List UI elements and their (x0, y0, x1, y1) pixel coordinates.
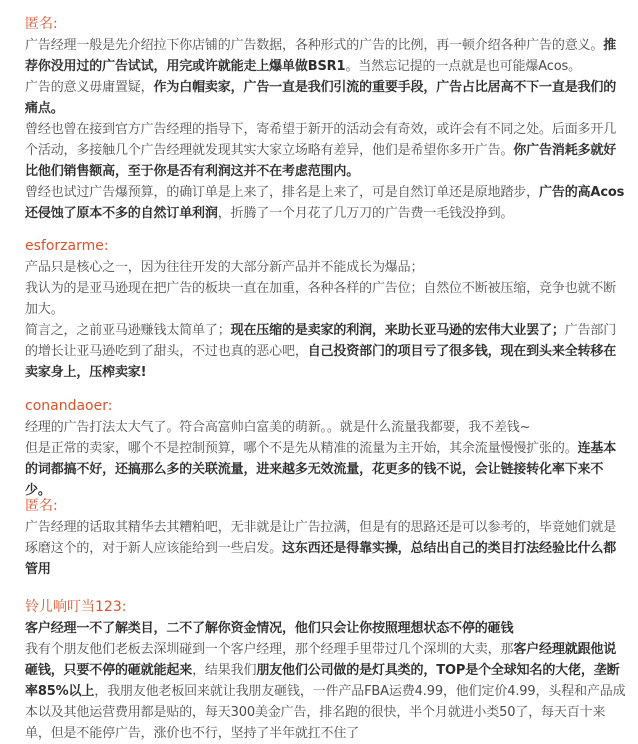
comment-block (25, 236, 627, 383)
comment-author: esforzarme: (25, 238, 109, 254)
bold-text-run: 现在压缩的是卖家的利润，来助长亚马逊的宏伟大业罢了； (230, 323, 565, 338)
comment-paragraph (25, 77, 627, 119)
text-run: 广告经理的话取其精华去其糟粕吧，无非就是让广告拉满，但是有的思路还是可以参考的，毕竟她们就是琢磨这个的，对于新人应该能给到一些启发。 (25, 520, 617, 556)
comment-paragraph (25, 119, 627, 182)
text-run: 。当然忘记提的一点就是也可能爆Acos。 (345, 59, 581, 74)
text-run: 我有个朋友他们老板去深圳碰到一个客户经理，那个经理手里带过几个深圳的大卖，那 (25, 642, 514, 657)
text-run: 广告部门的增长让亚马逊吃到了甜头，不过也真的恶心吧， (25, 323, 617, 359)
comment-block (25, 597, 627, 744)
comment-author: 匿名: (25, 498, 58, 514)
comment-paragraph (25, 257, 627, 278)
text-run: 广告经理一般是先介绍拉下你店铺的广告数据，各种形式的广告的比例，再一顿介绍各种广告的意义。 (25, 38, 604, 53)
bold-text-run: 朋友他们公司做的是灯具类的，TOP是个全球知名的大佬，垄断率85%以上 (25, 663, 620, 699)
bold-text-run: 推荐你没用过的广告试试，用完或许就能走上爆单做BSR1 (25, 38, 617, 74)
comment-paragraph (25, 517, 627, 580)
comment-paragraph (25, 639, 627, 744)
comment-author: 铃儿响叮当123: (25, 599, 127, 615)
text-run: 但是正常的卖家，哪个不是控制预算，哪个不是先从精准的流量为主开始，其余流量慢慢扩张的。 (25, 441, 578, 456)
comment-block (25, 496, 627, 580)
text-run: 曾经也曾在接到官方广告经理的指导下，寄希望于新开的活动会有奇效，或许会有不同之处。后面多开几个活动，多接触几个广告经理就发现其实大家立场略有差异，他们是希望你多开广告。 (25, 122, 617, 158)
comment-author: conandaoer: (25, 398, 113, 414)
text-run: 经理的广告打法太大气了。符合高富帅白富美的萌新。。就是什么流量我都要，我不差钱~ (25, 420, 531, 435)
comment-paragraph (25, 278, 627, 320)
bold-text-run: 你广告消耗多就好比他们销售额高，至于你是否有利润这并不在考虑范围内。 (25, 143, 617, 179)
text-run: 简言之，之前亚马逊赚钱太简单了； (25, 323, 231, 338)
text-run: 广告的意义毋庸置疑， (25, 80, 154, 95)
bold-text-run: 客户经理就跟他说砸钱，只要不停的砸就能起来 (25, 642, 617, 678)
comment-block (25, 396, 627, 501)
text-run: ，我朋友他老板回来就让我朋友砸钱，一件产品FBA运费4.99，他们定价4.99，头程和产品成本以及其他运营费用都是贴的，每天300美金广告，排名跑的很快，半个月就进小类50了，每天百十来单，但是不能停广告，涨价也不行，坚持了半年就扛不住了 (25, 684, 626, 741)
comment-paragraph (25, 182, 627, 224)
bold-text-run: 客户经理一不了解类目，二不了解你资金情况，他们只会让你按照理想状态不停的砸钱 (25, 621, 514, 636)
bold-text-run: 这东西还是得靠实操，总结出自己的类目打法经验比什么都管用 (25, 541, 617, 577)
bold-text-run: 连基本的词都搞不好，还搞那么多的关联流量，进来越多无效流量，花更多的钱不说，会让链接转化率下来不少。 (25, 441, 617, 498)
text-run: 曾经也试过广告爆预算，的确订单是上来了，排名是上来了，可是自然订单还是原地踏步， (25, 185, 540, 200)
comment-paragraph (25, 438, 627, 501)
comment-paragraph (25, 417, 627, 438)
bold-text-run: 作为白帽卖家，广告一直是我们引流的重要手段，广告占比居高不下一直是我们的痛点。 (25, 80, 617, 116)
comment-paragraph (25, 35, 627, 77)
text-run: 我认为的是亚马逊现在把广告的板块一直在加重，各种各样的广告位；自然位不断被压缩，竞争也就不断加大。 (25, 281, 617, 317)
text-run: ，折腾了一个月花了几万刀的广告费一毛钱没挣到。 (217, 206, 514, 221)
comment-paragraph (25, 320, 627, 383)
comment-author: 匿名: (25, 16, 58, 32)
bold-text-run: 广告的高Acos还侵蚀了原本不多的自然订单利润 (25, 185, 625, 221)
bold-text-run: 自己投资部门的项目亏了很多钱，现在到头来全转移在卖家身上，压榨卖家! (25, 344, 617, 380)
text-run: 产品只是核心之一，因为往往开发的大部分新产品并不能成长为爆品； (25, 260, 424, 275)
comment-block (25, 14, 627, 224)
comment-paragraph (25, 618, 627, 639)
text-run: ，结果我们 (192, 663, 257, 678)
